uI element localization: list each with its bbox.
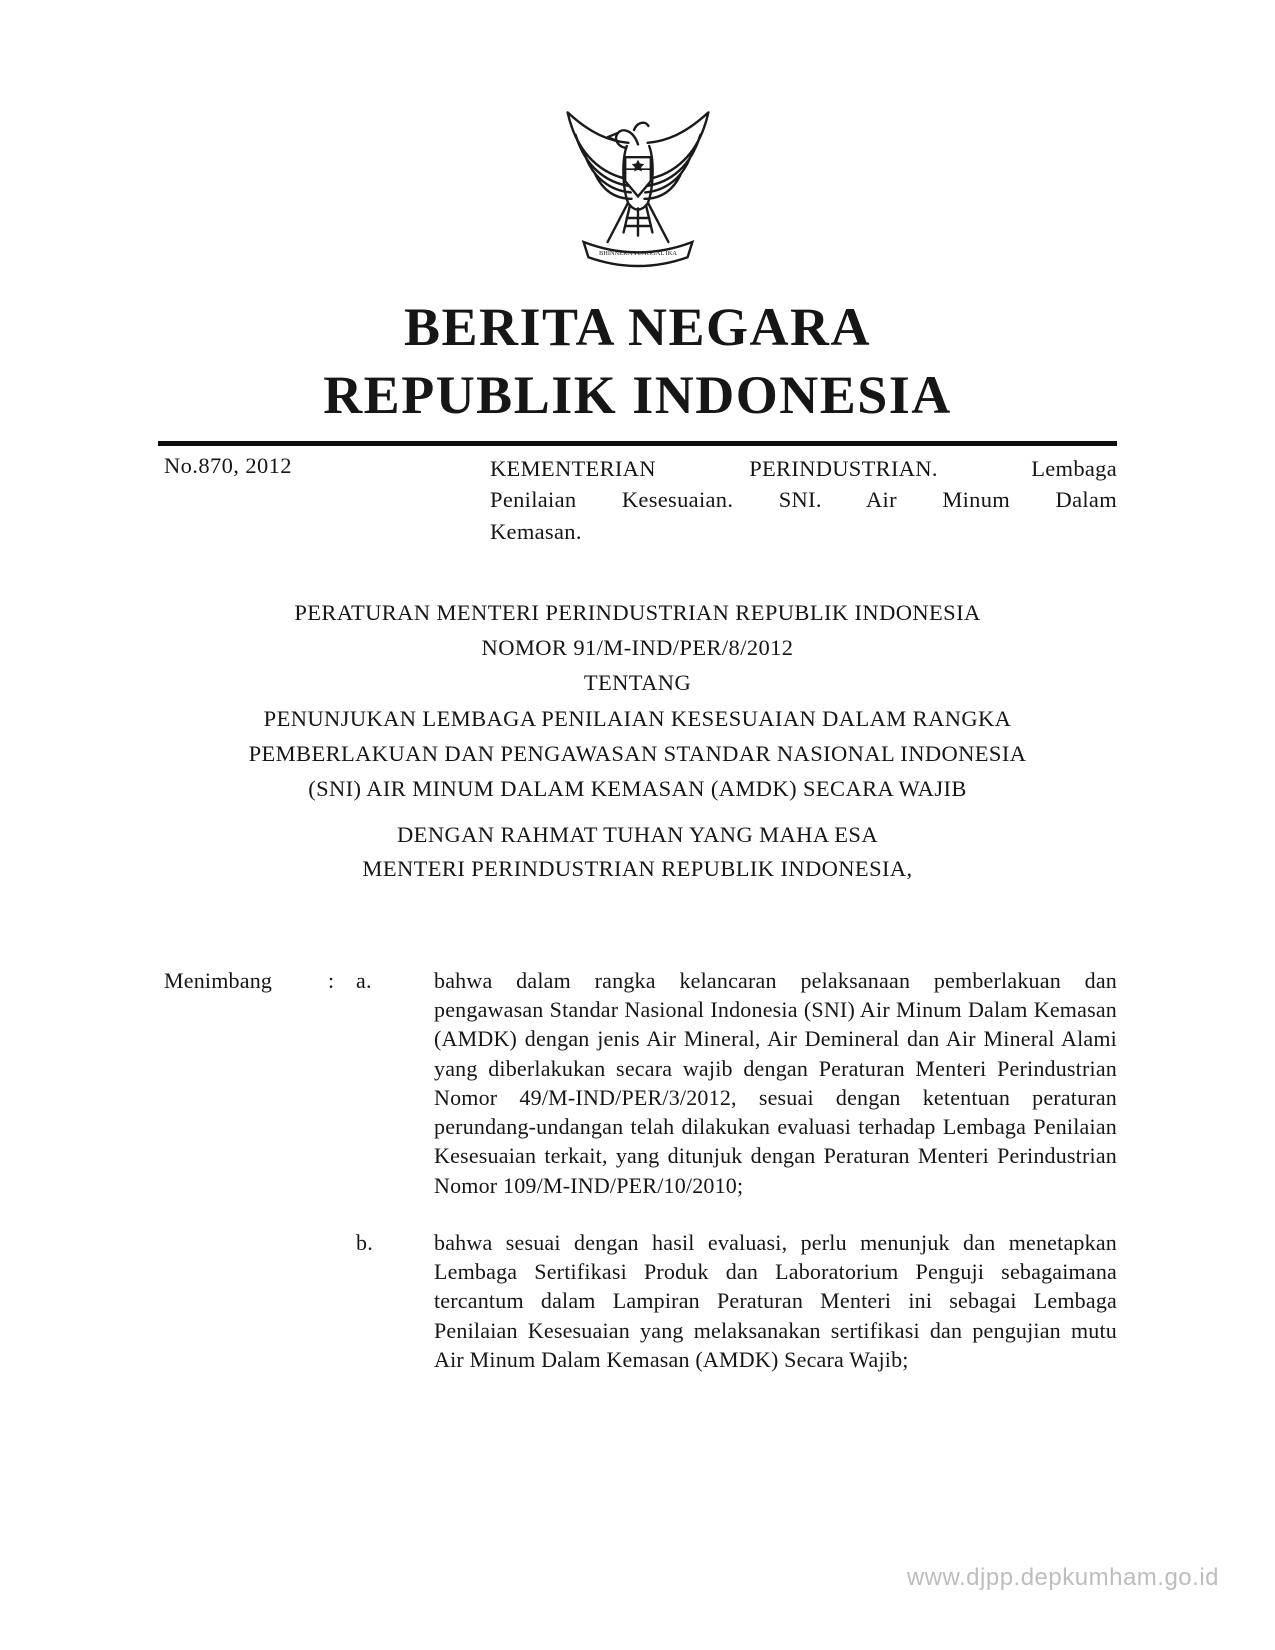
considerations-section [158, 966, 1117, 1374]
emblem-banner [583, 242, 692, 266]
consideration-item-text: bahwa sesuai dengan hasil evaluasi, perlu menunjuk dan menetapkan Lembaga Sertifikasi Produk dan Laboratorium Penguji sebagaimana tercantum dalam Lampiran Peraturan Menteri ini sebagai Lembaga Penilaian Kesesuaian yang melaksanakan sertifikasi dan pengujian mutu Air Minum Dalam Kemasan (AMDK) Secara Wajib; [434, 1229, 1117, 1372]
emblem-shield [625, 157, 651, 196]
consideration-item-letter: b. [356, 1229, 373, 1255]
emblem-motto: BHINNEKA TUNGGAL IKA [598, 249, 677, 257]
invocation-line: DENGAN RAHMAT TUHAN YANG MAHA ESA [397, 821, 878, 847]
gazette-meta-row [158, 453, 1117, 548]
regulation-about-line: PEMBERLAKUAN DAN PENGAWASAN STANDAR NASIONAL INDONESIA [248, 740, 1027, 766]
garuda-emblem-svg [550, 80, 726, 276]
spacer [158, 1228, 328, 1374]
considerations-colon: : [328, 967, 335, 993]
regulation-about-line: (SNI) AIR MINUM DALAM KEMASAN (AMDK) SECARA WAJIB [308, 775, 967, 801]
masthead-divider [158, 441, 1117, 446]
regulation-title: PERATURAN MENTERI PERINDUSTRIAN REPUBLIK INDONESIA [294, 600, 981, 626]
regulation-number: NOMOR 91/M-IND/PER/8/2012 [481, 635, 794, 661]
consideration-item-text: bahwa dalam rangka kelancaran pelaksanaan pemberlakuan dan pengawasan Standar Nasional Indonesia (SNI) Air Minum Dalam Kemasan (AMDK) dengan jenis Air Mineral, Air Demineral dan Air Mineral Alami yang diberlakukan secara wajib dengan Peraturan Menteri Perindustrian Nomor 49/M-IND/PER/3/2012, sesuai dengan ketentuan peraturan perundang-undangan telah dilakukan evaluasi terhadap Lembaga Penilaian Kesesuaian terkait, yang ditunjuk dengan Peraturan Menteri Perindustrian Nomor 109/M-IND/PER/10/2010; [434, 967, 1117, 1198]
gazette-subject [490, 453, 1117, 548]
spacer [328, 1228, 356, 1374]
subject-line: Kemasan. [490, 518, 582, 544]
garuda-emblem-icon [158, 0, 1117, 281]
gazette-title-line2: REPUBLIK INDONESIA [323, 364, 952, 425]
gazette-number: No.870, 2012 [164, 452, 292, 478]
considerations-label: Menimbang [164, 967, 273, 993]
regulation-heading [158, 595, 1117, 806]
gazette-title-line1: BERITA NEGARA [403, 297, 872, 357]
issuer-line: MENTERI PERINDUSTRIAN REPUBLIK INDONESIA, [362, 855, 913, 881]
regulation-about-label: TENTANG [583, 670, 692, 696]
consideration-item-letter: a. [356, 967, 372, 993]
subject-line: Penilaian Kesesuaian. SNI. Air Minum Dalam [490, 487, 1117, 513]
regulation-about-line: PENUNJUKAN LEMBAGA PENILAIAN KESESUAIAN DALAM RANGKA [263, 705, 1012, 731]
site-watermark: www.djpp.depkumham.go.id [906, 1564, 1219, 1591]
subject-line: KEMENTERIAN PERINDUSTRIAN. Lembaga [490, 455, 1117, 481]
